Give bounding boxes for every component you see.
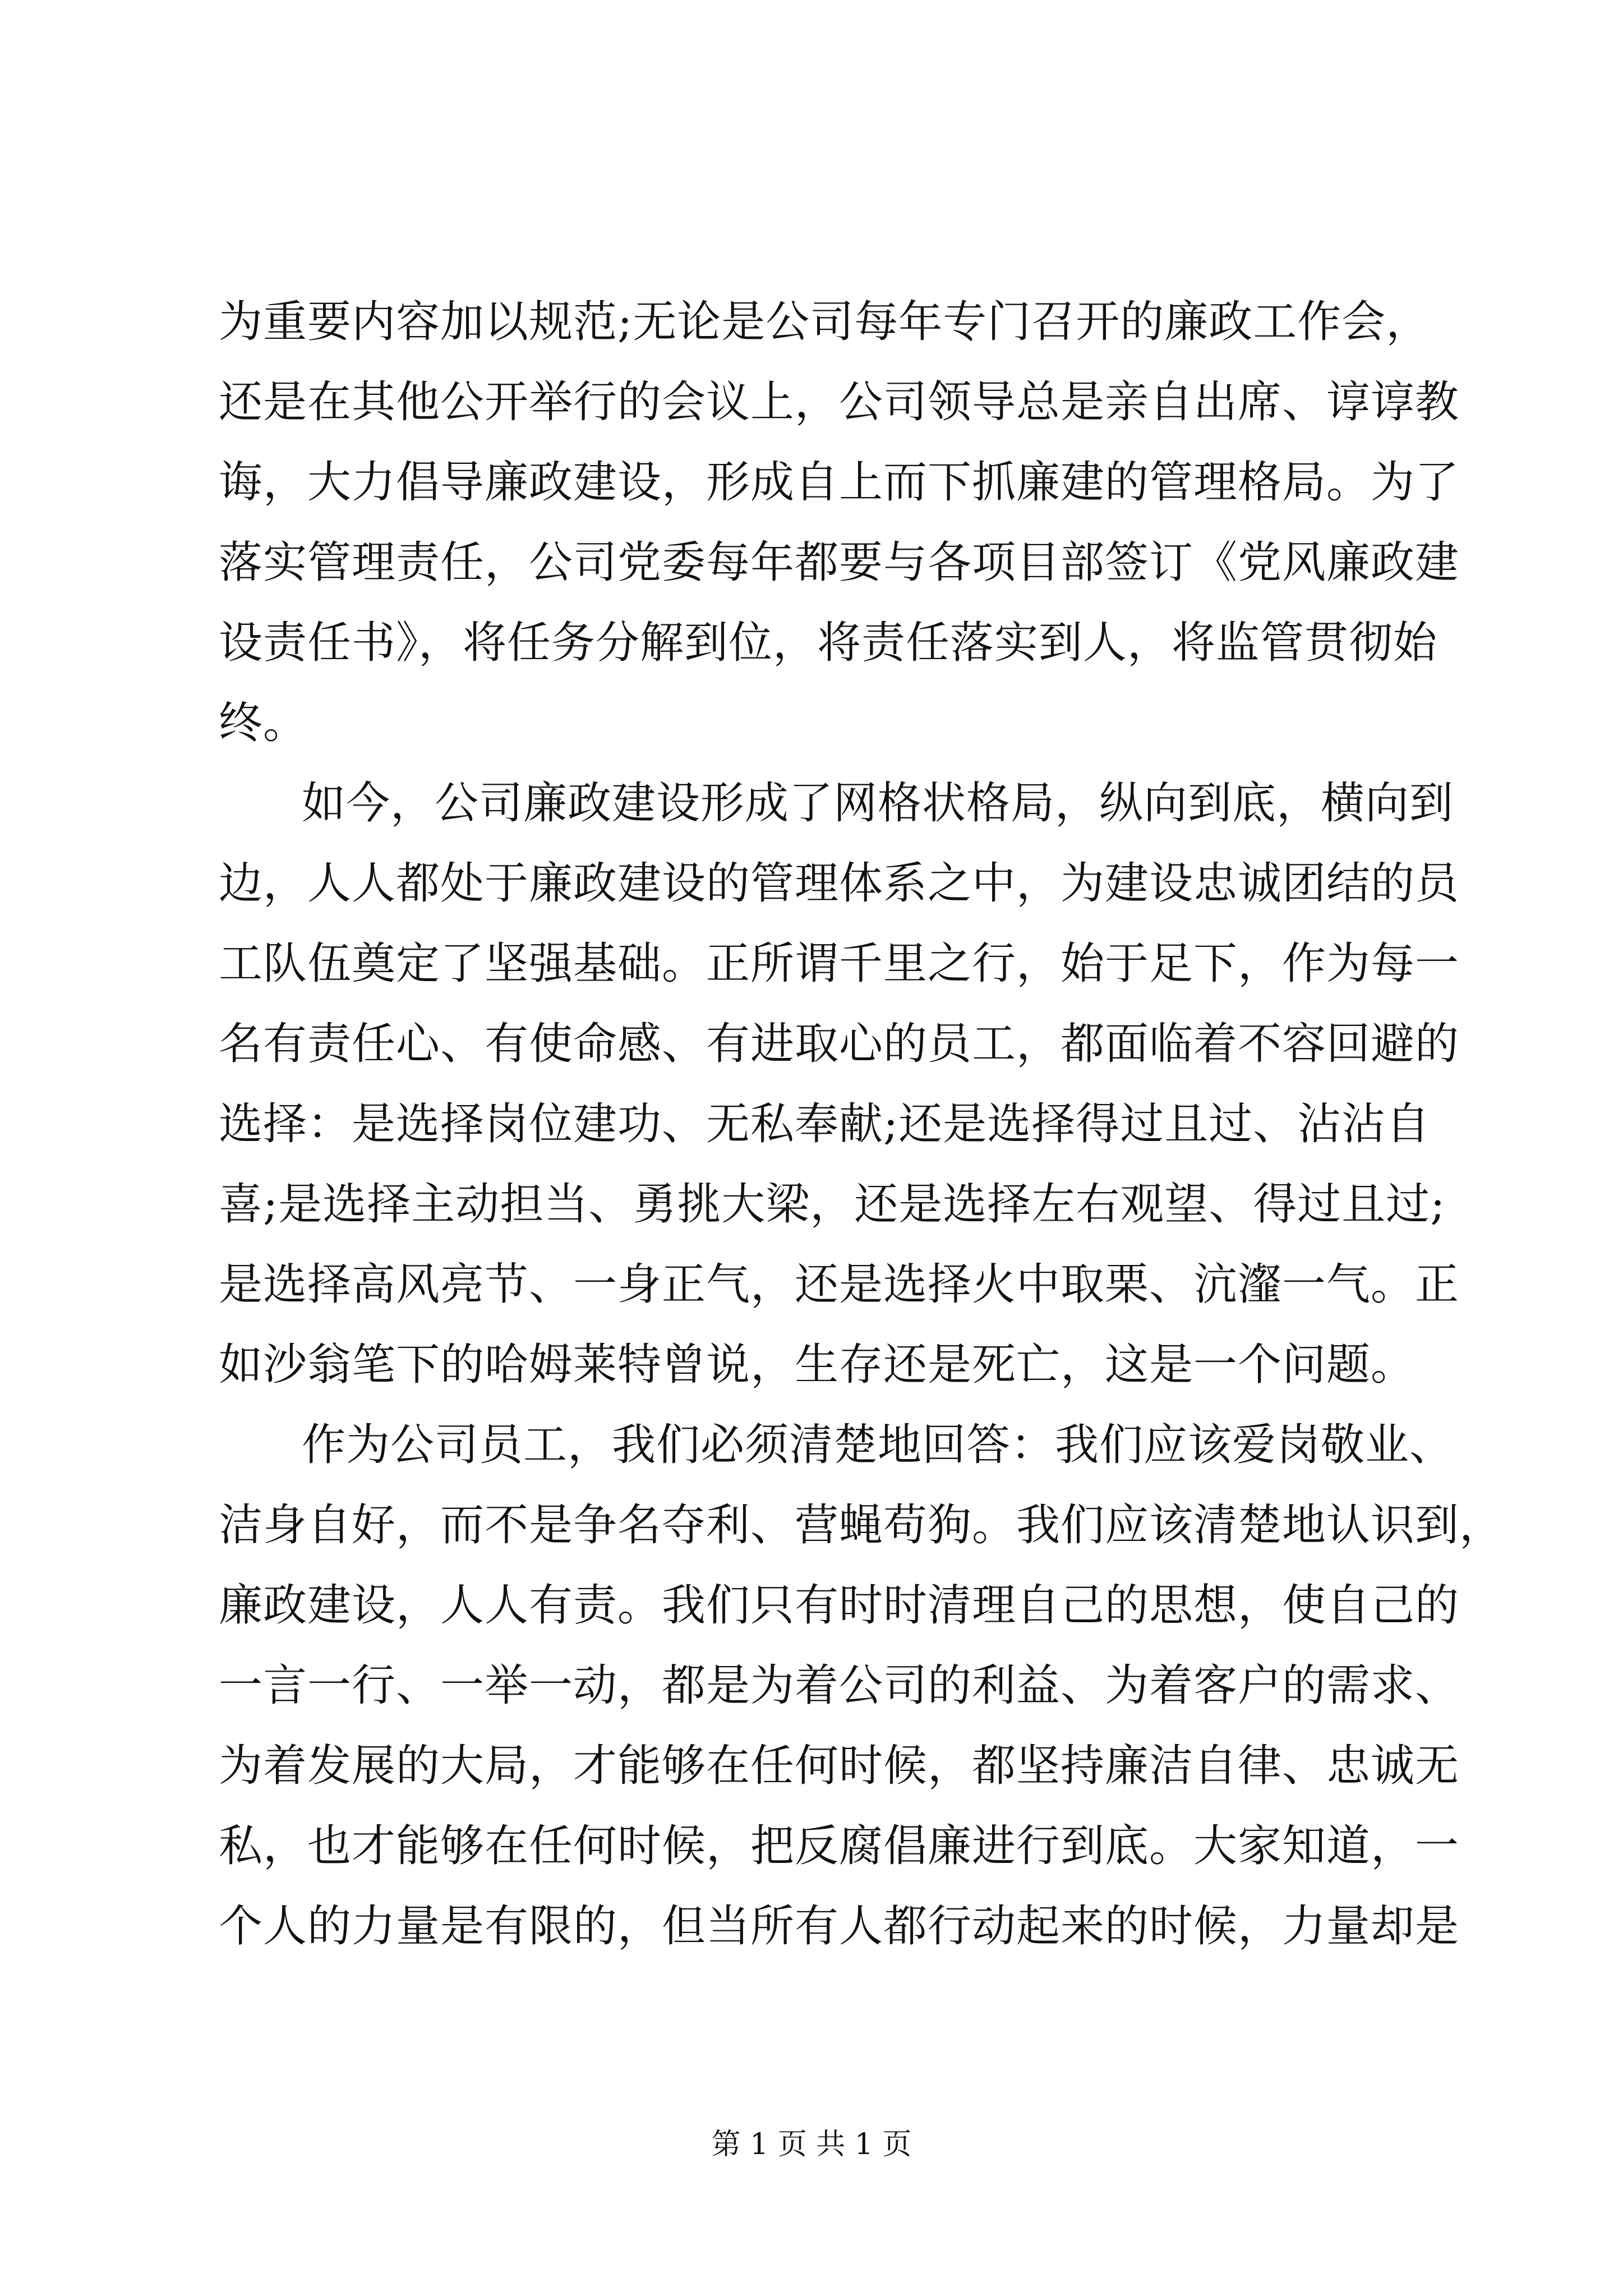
text-line: 选择：是选择岗位建功、无私奉献;还是选择得过且过、沾沾自 — [219, 1099, 1431, 1149]
text-line: 边，人人都处于廉政建设的管理体系之中，为建设忠诚团结的员 — [219, 858, 1460, 909]
text-line: 落实管理责任，公司党委每年都要与各项目部签订《党风廉政建 — [219, 537, 1460, 588]
text-line: 为重要内容加以规范;无论是公司每年专门召开的廉政工作会， — [219, 297, 1431, 347]
text-line: 诲，大力倡导廉政建设，形成自上而下抓廉建的管理格局。为了 — [219, 457, 1460, 508]
text-line: 设责任书》，将任务分解到位，将责任落实到人，将监管贯彻始 — [219, 618, 1438, 668]
text-line: 洁身自好，而不是争名夺利、营蝇苟狗。我们应该清楚地认识到， — [219, 1500, 1504, 1550]
text-line: 个人的力量是有限的，但当所有人都行动起来的时候，力量却是 — [219, 1901, 1460, 1952]
text-line: 还是在其他公开举行的会议上，公司领导总是亲自出席、谆谆教 — [219, 377, 1460, 427]
text-line: 名有责任心、有使命感、有进取心的员工，都面临着不容回避的 — [219, 1019, 1460, 1069]
paragraph-start-line: 作为公司员工，我们必须清楚地回答：我们应该爱岗敬业、 — [302, 1420, 1454, 1470]
document-body — [219, 294, 1504, 1978]
text-line: 工队伍奠定了坚强基础。正所谓千里之行，始于足下，作为每一 — [219, 938, 1460, 989]
text-line: 一言一行、一举一动，都是为着公司的利益、为着客户的需求、 — [219, 1660, 1460, 1711]
page-number-footer: 第 1 页 共 1 页 — [711, 2128, 912, 2161]
text-line: 私，也才能够在任何时候，把反腐倡廉进行到底。大家知道，一 — [219, 1821, 1460, 1871]
text-line: 终。 — [219, 698, 308, 748]
text-line: 是选择高风亮节、一身正气，还是选择火中取栗、沆瀣一气。正 — [219, 1259, 1460, 1310]
text-line: 喜;是选择主动担当、勇挑大梁，还是选择左右观望、得过且过; — [219, 1179, 1446, 1230]
text-line: 如沙翁笔下的哈姆莱特曾说，生存还是死亡，这是一个问题。 — [219, 1340, 1415, 1390]
text-line: 为着发展的大局，才能够在任何时候，都坚持廉洁自律、忠诚无 — [219, 1741, 1460, 1791]
text-line: 廉政建设，人人有责。我们只有时时清理自己的思想，使自己的 — [219, 1580, 1460, 1631]
paragraph-start-line: 如今，公司廉政建设形成了网格状格局，纵向到底，横向到 — [302, 778, 1454, 829]
